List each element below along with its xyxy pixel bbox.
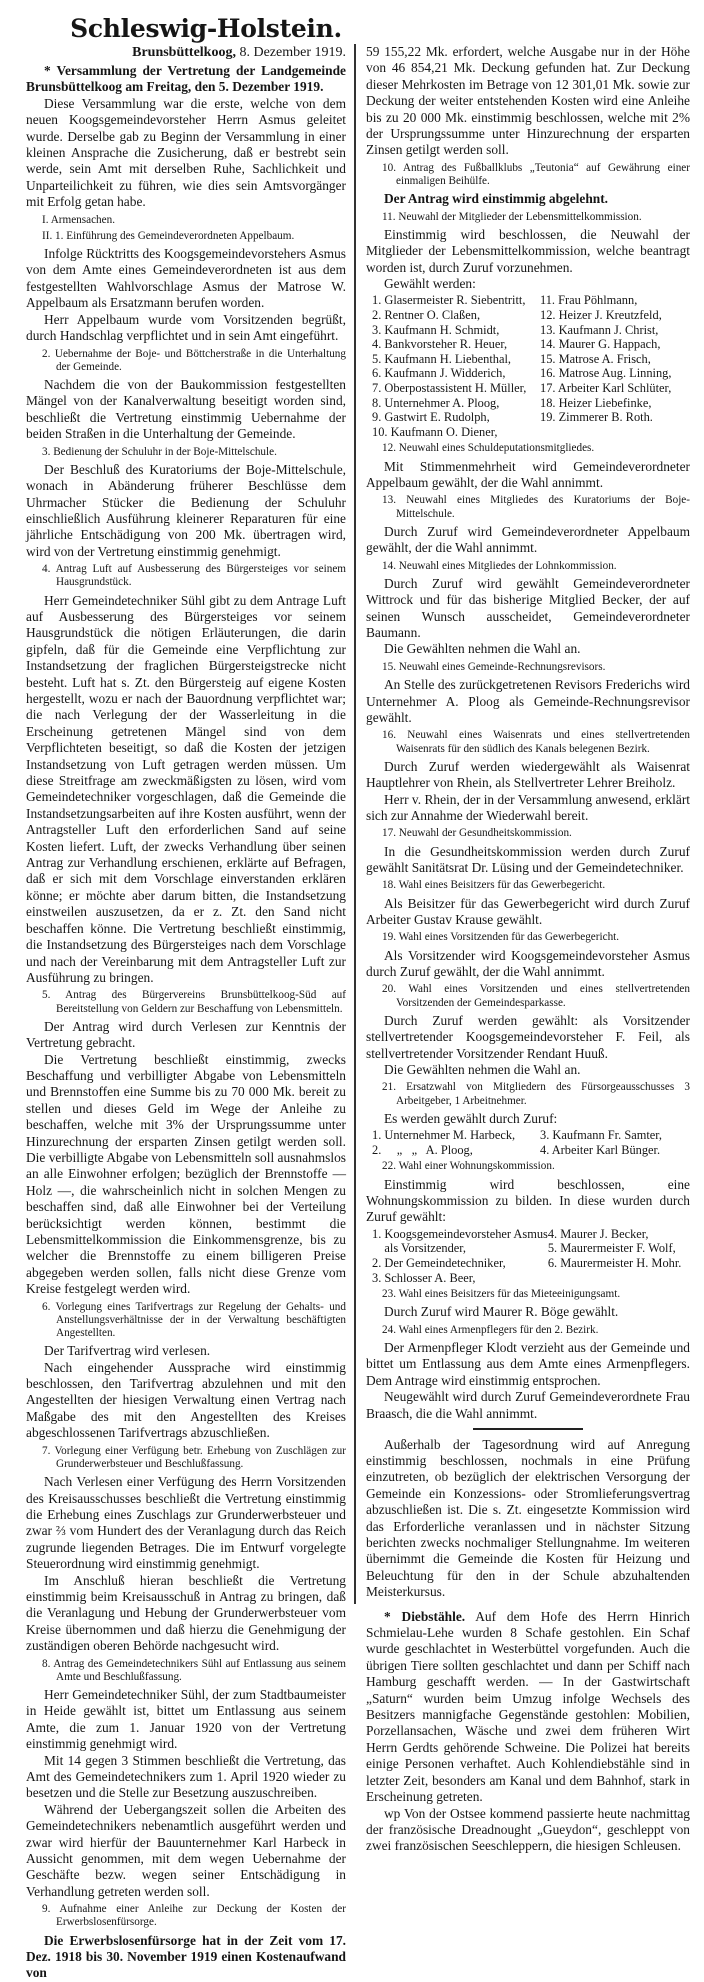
name-list-entry: 6. Maurermeister H. Mohr. xyxy=(547,1256,682,1271)
name-list-entry: 19. Zimmerer B. Roth. xyxy=(540,410,653,425)
agenda-item: 11. Neuwahl der Mitglieder der Lebensmittelkommission. xyxy=(382,210,642,223)
name-list-entry: 4. Maurer J. Becker, xyxy=(547,1226,649,1241)
paragraph-text: Neugewählt wird durch Zuruf Gemeindeverordnete Frau Braasch, die die Wahl annimmt. xyxy=(366,1389,690,1421)
paragraph-text: Durch Zuruf wird Maurer R. Böge gewählt. xyxy=(384,1304,619,1320)
paragraph xyxy=(26,1343,346,1359)
name-list-entry: 13. Kaufmann J. Christ, xyxy=(540,322,659,337)
paragraph xyxy=(26,1802,346,1900)
name-list-entry: 3. Kaufmann H. Schmidt, xyxy=(372,322,500,337)
agenda-item: 20. Wahl eines Vorsitzenden und eines stellvertretenden Vorsitzenden der Gemeindesparkasse. xyxy=(382,983,690,1009)
name-list-entry: 12. Heizer J. Kreutzfeld, xyxy=(540,308,662,323)
paragraph xyxy=(26,246,346,312)
paragraph xyxy=(26,312,346,345)
paragraph-text: Im Anschluß hieran beschließt die Vertretung einstimmig beim Kreisausschuß in Antrag zu bringen, daß die Veranlagung und Hebung der Grunderwerbsteuer vom Kreise übernommen und daß hierzu die Genehmigung der zuständigen oberen Behörde nachgesucht wird. xyxy=(26,1572,346,1654)
paragraph-text: Infolge Rücktritts des Koogsgemeindevorstehers Asmus von dem Amte eines Gemeindeverordneten ist aus dem festgestellten Wahlvorschlage Asmus der Matrose W. Appelbaum als Ersatzmann berufen worden. xyxy=(26,246,346,311)
dateline-date: 8. Dezember 1919. xyxy=(239,45,346,60)
name-list-entry: 9. Gastwirt E. Rudolph, xyxy=(372,410,490,425)
paragraph-text: Der Armenpfleger Klodt verzieht aus der Gemeinde und bittet um Entlassung aus dem Amte eines Armenpflegers. Dem Antrage wird einstimmig entsprochen. xyxy=(366,1340,690,1388)
paragraph-text: Herr v. Rhein, der in der Versammlung anwesend, erklärt sich zur Annahme der Wiederwahl bereit. xyxy=(366,791,690,823)
paragraph-text: 59 155,22 Mk. erfordert, welche Ausgabe nur in der Höhe von 46 854,21 Mk. Deckung gefunden hat. Zur Deckung dieser Mehrkosten im Betrage von 12 301,01 Mk. sowie zur Deckung der weiter entstehenden Kosten wird eine Anleihe bis zu 20 000 Mk. einstimmig beschlossen, welche mit 2% der Ursprungssumme unter Hinzurechnung der ersparten Zinsen getilgt werden soll. xyxy=(366,44,690,158)
paragraph-text: Nach Verlesen einer Verfügung des Herrn Vorsitzenden des Kreisausschusses beschließt die Vertretung einstimmig die Erhebung eines Zuschlags zur Grunderwerbsteuer und zwar ⅔ vom Hundert des der Veranlagung durch das Reich zugrunde liegenden Betrages. Die im Entwurf vorgelegte Steuerordnung wird einstimmig genehmigt. xyxy=(26,1474,346,1572)
paragraph xyxy=(366,227,690,276)
paragraph xyxy=(366,524,690,557)
agenda-item: 18. Wahl eines Beisitzers für das Gewerbegericht. xyxy=(382,879,606,892)
paragraph-text: Der Tarifvertrag wird verlesen. xyxy=(44,1343,211,1359)
left-article-body xyxy=(26,63,346,1982)
paragraph-text: Diese Versammlung war die erste, welche von dem neuen Koogsgemeindevorsteher Herrn Asmus geleitet wurde. Derselbe gab zu Beginn der Versammlung in einer kleinen Ansprache die Zusicherung, daß er bestrebt sein werde, sein Amt mit derselben Ruhe, Sachlichkeit und Unparteilichkeit zu führen, wie dies sein Amtsvorgänger mit Erfolg getan habe. xyxy=(26,95,346,210)
agenda-item: 13. Neuwahl eines Mitgliedes des Kuratoriums der Boje-Mittelschule. xyxy=(382,494,690,520)
name-list-entry: 5. Kaufmann H. Liebenthal, xyxy=(372,351,512,366)
name-list-entry: 10. Kaufmann O. Diener, xyxy=(372,424,498,439)
paragraph-text: Durch Zuruf werden gewählt: als Vorsitzender stellvertretender Koogsgemeindevorsteher F. Feil, als stellvertretender Vorsitzender Rendant Huuß. xyxy=(366,1012,690,1061)
paragraph xyxy=(26,1573,346,1655)
name-list-entry: 2. „ „ A. Ploog, xyxy=(372,1142,473,1157)
name-list-entry: 18. Heizer Liebefinke, xyxy=(540,395,652,410)
name-list-column xyxy=(540,1128,690,1157)
paragraph xyxy=(26,462,346,560)
paragraph-text: Die Gewählten nehmen die Wahl an. xyxy=(384,641,581,657)
agenda-item: 7. Vorlegung einer Verfügung betr. Erhebung von Zuschlägen zur Grunderwerbsteuer und Beschlußfassung. xyxy=(42,1444,346,1470)
paragraph xyxy=(366,276,690,292)
paragraph-text: An Stelle des zurückgetretenen Revisors Frederichs wird Unternehmer A. Ploog als Gemeinde-Rechnungsrevisor gewählt. xyxy=(366,677,690,725)
section-spacer xyxy=(366,1601,690,1609)
paragraph xyxy=(366,792,690,825)
agenda-item: 23. Wahl eines Beisitzers für das Mieteeinigungsamt. xyxy=(382,1288,621,1301)
agenda-item: 19. Wahl eines Vorsitzenden für das Gewerbegericht. xyxy=(382,931,620,944)
dateline-place: Brunsbüttelkoog, xyxy=(132,45,236,60)
paragraph xyxy=(366,896,690,929)
name-list-entry: 2. Rentner O. Claßen, xyxy=(372,308,481,323)
paragraph xyxy=(366,1389,690,1422)
name-list-entry: 8. Unternehmer A. Ploog, xyxy=(372,395,500,410)
agenda-item: 9. Aufnahme einer Anleihe zur Deckung der Kosten der Erwerbslosenfürsorge. xyxy=(42,1903,346,1929)
paragraph-text: Nachdem die von der Baukommission festgestellten Mängel von der Kanalverwaltung beseitigt worden sind, beschließt die Vertretung einstimmig Uebernahme der beiden Straßen in die Unterhaltung der Gemeinde. xyxy=(26,376,346,442)
paragraph xyxy=(366,641,690,657)
agenda-item: 4. Antrag Luft auf Ausbesserung des Bürgersteiges vor seinem Hausgrundstück. xyxy=(42,563,346,589)
paragraph-text: Nach eingehender Aussprache wird einstimmig beschlossen, den Tarifvertrag abzulehnen und mit den Angestellten der hiesigen Verwaltung einen Vertrag nach Maßgabe des mit den Angestellten des Kreises abgeschlossenen Tarifvertrags abzuschließen. xyxy=(26,1359,346,1441)
paragraph-text: Herr Gemeindetechniker Sühl gibt zu dem Antrage Luft auf Ausbesserung des Bürgersteiges vor seinem Hausgrundstück die nötigen Erläuterungen, die darin gipfeln, daß für die Gemeinde eine Verpflichtung zur Instandsetzung der fraglichen Bürgersteigstrecke nicht besteht. Luft hat s. Zt. den Bürgersteig auf eigene Kosten hergestellt, wozu er nach der Bauordnung verpflichtet war; die nach Verlegung der der Wasserleitung in die Erscheinung getretenen Mängel sind von dem Verpflichteten beseitigt, so daß die Kosten der jetzigen Instandsetzung von Luft getragen werden müssen. Um diese Streitfrage am zweckmäßigsten zu lösen, wird vom Gemeindetechniker vorgeschlagen, daß die Gemeinde die Instandsetzungsarbeiten auf ihre Kosten ausführt, wenn der Antragsteller Luft den erforderlichen Sand auf seine Kosten liefert. Luft, der zwecks Verhandlung über seinen Antrag zur Verhandlung erschienen, erklärte auf Befragen, daß er sich mit dem Vorschlage einverstanden erklären könne; er möchte aber darum bitten, die Instandsetzung einstweilen auszusetzen, da er z. Zt. den Sand nicht beschaffen könne. Die Vertretung beschließt einstimmig, die Instandsetzung des Bürgersteiges nach dem Vorschlage und nach der Vereinbarung mit dem Antragsteller Luft zur Ausführung zu bringen. xyxy=(26,592,346,985)
paragraph xyxy=(366,191,690,207)
paragraph xyxy=(366,1062,690,1078)
paragraph-text: Mit 14 gegen 3 Stimmen beschließt die Vertretung, das Amt des Gemeindetechnikers zum 1. April 1920 wieder zu besetzen und die Stelle zur Besetzung auszuschreiben. xyxy=(26,1752,346,1801)
paragraph xyxy=(366,1609,690,1806)
paragraph xyxy=(366,1013,690,1062)
paragraph xyxy=(26,593,346,987)
paragraph xyxy=(366,759,690,792)
agenda-item: 22. Wahl einer Wohnungskommission. xyxy=(382,1160,555,1173)
name-list-entry: 1. Koogsgemeindevorsteher Asmus xyxy=(372,1226,548,1241)
paragraph xyxy=(366,459,690,492)
right-column xyxy=(366,44,690,1855)
name-list-entry: 1. Unternehmer M. Harbeck, xyxy=(372,1128,516,1143)
name-list-entry: 15. Matrose A. Frisch, xyxy=(540,351,651,366)
paragraph-text: Einstimmig wird beschlossen, eine Wohnungskommission zu bilden. In diese wurden durch Zuruf gewählt: xyxy=(366,1176,690,1225)
paragraph xyxy=(26,1933,346,1982)
paragraph-text: Die Erwerbslosenfürsorge hat in der Zeit vom 17. Dez. 1918 bis 30. November 1919 einen Kostenaufwand von xyxy=(26,1932,346,1981)
name-list-entry: 2. Der Gemeindetechniker, xyxy=(372,1256,506,1271)
name-list-entry: 3. Kaufmann Fr. Samter, xyxy=(540,1128,663,1143)
left-column xyxy=(26,0,346,1982)
agenda-item: 15. Neuwahl eines Gemeinde-Rechnungsrevisors. xyxy=(382,660,606,673)
agenda-item: 17. Neuwahl der Gesundheitskommission. xyxy=(382,827,572,840)
paragraph xyxy=(366,844,690,877)
paragraph-text: Einstimmig wird beschlossen, die Neuwahl der Mitglieder der Lebensmittelkommission, welche beantragt worden ist, durch Zuruf vorzunehmen. xyxy=(366,226,690,275)
name-list xyxy=(372,293,690,439)
name-list-entry: 4. Bankvorsteher R. Heuer, xyxy=(372,337,508,352)
name-list-column xyxy=(372,293,540,439)
paragraph-text: Der Antrag wird durch Verlesen zur Kenntnis der Vertretung gebracht. xyxy=(26,1018,346,1051)
name-list-column xyxy=(372,1128,540,1157)
paragraph-text: Als Beisitzer für das Gewerbegericht wird durch Zuruf Arbeiter Gustav Krause gewählt. xyxy=(366,895,690,927)
name-list-entry: 5. Maurermeister F. Wolf, xyxy=(547,1241,676,1256)
paragraph xyxy=(366,1111,690,1127)
agenda-item: 6. Vorlegung eines Tarifvertrags zur Regelung der Gehalts- und Anstellungsverhältnisse der in der Verwaltung beschäftigten Angestellten. xyxy=(42,1300,346,1340)
paragraph-text: Gewählt werden: xyxy=(384,276,476,292)
paragraph xyxy=(26,1360,346,1442)
name-list-column xyxy=(372,1227,548,1285)
paragraph-text: Die Gewählten nehmen die Wahl an. xyxy=(384,1062,581,1078)
dateline xyxy=(26,45,346,61)
paragraph xyxy=(26,1687,346,1753)
paragraph-text: Als Vorsitzender wird Koogsgemeindevorsteher Asmus durch Zuruf gewählt, der die Wahl annimmt. xyxy=(366,947,690,979)
name-list-entry: 3. Schlosser A. Beer, xyxy=(372,1270,476,1285)
section-rule xyxy=(473,1428,583,1430)
agenda-item: 2. Uebernahme der Boje- und Böttcherstraße in die Unterhaltung der Gemeinde. xyxy=(42,347,346,373)
paragraph-text: Mit Stimmenmehrheit wird Gemeindeverordneter Appelbaum gewählt, der die Wahl annimmt. xyxy=(366,458,690,491)
paragraph xyxy=(366,1304,690,1320)
paragraph xyxy=(366,1806,690,1855)
name-list-entry: 6. Kaufmann J. Widderich, xyxy=(372,366,506,381)
paragraph xyxy=(26,377,346,443)
paragraph-text: Herr Appelbaum wurde vom Vorsitzenden begrüßt, durch Handschlag verpflichtet und in sein Amt eingeführt. xyxy=(26,311,346,344)
section-title: Schleswig-Holstein. xyxy=(70,14,342,43)
paragraph xyxy=(366,948,690,981)
agenda-item: 5. Antrag des Bürgervereins Brunsbüttelkoog-Süd auf Bereitstellung von Geldern zur Beschaffung von Lebensmitteln. xyxy=(42,989,346,1015)
agenda-item: 8. Antrag des Gemeindetechnikers Sühl auf Entlassung aus seinem Amte und Beschlußfassung. xyxy=(42,1657,346,1683)
name-list-entry: 17. Arbeiter Karl Schlüter, xyxy=(540,381,672,396)
paragraph xyxy=(26,96,346,211)
paragraph xyxy=(26,1753,346,1802)
paragraph xyxy=(366,1437,690,1601)
paragraph-text: * Versammlung der Vertretung der Landgemeinde Brunsbüttelkoog am Freitag, den 5. Dezember 1919. xyxy=(26,63,346,95)
name-list-entry: 7. Oberpostassistent H. Müller, xyxy=(372,381,527,396)
name-list-entry: 4. Arbeiter Karl Bünger. xyxy=(540,1142,661,1157)
paragraph-text: In die Gesundheitskommission werden durch Zuruf gewählt Sanitätsrat Dr. Lüsing und der Gemeindetechniker. xyxy=(366,843,690,875)
paragraph-text: Die Vertretung beschließt einstimmig, zwecks Beschaffung und verbilligter Abgabe von Lebensmitteln und Brennstoffen eine Summe bis zu 70 000 Mk. bereit zu stellen und dieses Geld im Wege der Anleihe zu beschaffen, welche mit 3% der Ursprungssumme unter Hinzurechnung der ersparten Zinsen getilgt werden soll. Die verbilligte Abgabe von Lebensmitteln soll ausnahmslos an alle Einwohner erfolgen; bezüglich der Brennstoffe — Holz —, die wahrscheinlich nicht in solchen Mengen zu beschaffen sind, daß alle Einwohner bei der Verteilung berücksichtigt werden können, bestimmt die Lebensmittelkommission die Einkommensgrenze, bis zu welcher die Brennstoffe zu einem billigeren Preise abgegeben werden sollen, falls nicht diese Grenze vom Kreise festgelegt werden wird. xyxy=(26,1051,346,1297)
agenda-item: 21. Ersatzwahl von Mitgliedern des Fürsorgeausschusses 3 Arbeitgeber, 1 Arbeitnehmer. xyxy=(382,1081,690,1107)
paragraph-text: wp Von der Ostsee kommend passierte heute nachmittag der französische Dreadnought „Gueydon“, geschleppt von zwei französischen Seeschleppern, die hiesigen Schleusen. xyxy=(366,1805,690,1854)
paragraph xyxy=(26,1019,346,1052)
name-list-column xyxy=(548,1227,690,1285)
paragraph xyxy=(26,63,346,96)
column-divider xyxy=(354,44,356,1604)
agenda-item: 14. Neuwahl eines Mitgliedes der Lohnkommission. xyxy=(382,559,617,572)
name-list-entry: 11. Frau Pöhlmann, xyxy=(540,293,638,308)
paragraph-text: Der Beschluß des Kuratoriums der Boje-Mittelschule, wonach in Abänderung früherer Beschlüsse dem Uhrmacher Stücker die Bedienung der Schuluhr einschließlich Ausführung kleinerer Reparaturen für eine jährliche Entschädigung von 200 Mk. übertragen wird, wird von der Vertretung einstimmig genehmigt. xyxy=(26,461,346,559)
right-article-body xyxy=(366,44,690,1855)
name-list-entry: 14. Maurer G. Happach, xyxy=(540,337,661,352)
paragraph-text: Es werden gewählt durch Zuruf: xyxy=(384,1110,558,1126)
paragraph-text: Durch Zuruf werden wiedergewählt als Waisenrat Hauptlehrer von Rhein, als Stellvertreter Lehrer Breiholz. xyxy=(366,758,690,791)
paragraph-text: Durch Zuruf wird Gemeindeverordneter Appelbaum gewählt, der die Wahl annimmt. xyxy=(366,523,690,556)
paragraph-text: Herr Gemeindetechniker Sühl, der zum Stadtbaumeister in Heide gewählt ist, bittet um Entlassung aus seinem Amte, die zum 1. Januar 1920 von der Vertretung einstimmig genehmigt wird. xyxy=(26,1686,346,1752)
paragraph xyxy=(366,1340,690,1389)
paragraph xyxy=(366,576,690,642)
agenda-item: 24. Wahl eines Armenpflegers für den 2. Bezirk. xyxy=(382,1323,599,1336)
paragraph-text: Auf dem Hofe des Herrn Hinrich Schmielau-Lehe wurden 8 Schafe gestohlen. Ein Schaf wurde geschlachtet in Westerbüttel vorgefunden. Auch die übrigen Tiere sollten geschlachtet und dann per Schiff nach Hamburg geschafft werden. — In der Gastwirtschaft „Saturn“ wurden beim Umzug infolge Wechsels des Besitzers mannigfache Gegenstände gestohlen: Mobilien, Porzellansachen, Wäsche und zwei dem früheren Wirt Herrn Gerdts gehörende Schweine. Die Polizei hat bereits einige Personen verhaftet. Auch Kohlendiebstähle sind in letzter Zeit, besonders am Kanal und dem Bahnhof, stark in Erscheinung getreten. xyxy=(366,1608,690,1805)
name-list-entry: 16. Matrose Aug. Linning, xyxy=(540,366,672,381)
agenda-item: I. Armensachen. xyxy=(42,213,116,226)
name-list xyxy=(372,1227,690,1285)
name-list-column xyxy=(540,293,690,439)
paragraph-text: Außerhalb der Tagesordnung wird auf Anregung einstimmig beschlossen, nochmals in eine Prüfung einzutreten, ob bezüglich der elektrischen Versorgung der Gemeinde ein Konzessions- oder Stromlieferungsvertrag abzuschließen ist. Die s. Zt. eingesetzte Kommission wird das Erforderliche veranlassen und in nächster Sitzung berichten zwecks nochmaliger Stellungnahme. Im weiteren übernimmt die Gemeinde die Kosten für Heizung und Beleuchtung für den in der Schule abzuhaltenden Meisterkursus. xyxy=(366,1436,690,1600)
agenda-item: 10. Antrag des Fußballklubs „Teutonia“ auf Gewährung einer einmaligen Beihülfe. xyxy=(382,161,690,188)
paragraph xyxy=(366,1177,690,1226)
agenda-item: II. 1. Einführung des Gemeindeverordneten Appelbaum. xyxy=(42,229,295,242)
paragraph xyxy=(26,1474,346,1572)
agenda-item: 3. Bedienung der Schuluhr in der Boje-Mittelschule. xyxy=(42,445,277,458)
paragraph-text: Während der Uebergangszeit sollen die Arbeiten des Gemeindetechnikers nebenamtlich ausgeführt werden und zwar wird hierfür der Bauunternehmer Karl Harbeck in Aussicht genommen, mit dem wegen Uebernahme der Geschäfte bezw. wegen seiner Entschädigung in Verhandlung getreten werden soll. xyxy=(26,1801,346,1899)
paragraph xyxy=(366,677,690,726)
agenda-item: 16. Neuwahl eines Waisenrats und eines stellvertretenden Waisenrats für den südlich des Kanals belegenen Bezirk. xyxy=(382,729,690,755)
paragraph-text: Durch Zuruf wird gewählt Gemeindeverordneter Wittrock und für das bisherige Mitglied Becker, der auf seinen Wunsch ausscheidet, Gemeindeverordneter Baumann. xyxy=(366,575,690,641)
paragraph-lead: * Diebstähle. xyxy=(384,1608,466,1624)
name-list-entry: 1. Glasermeister R. Siebentritt, xyxy=(372,293,526,308)
agenda-item: 12. Neuwahl eines Schuldeputationsmitgliedes. xyxy=(382,442,595,455)
paragraph xyxy=(26,1052,346,1298)
name-list xyxy=(372,1128,690,1157)
paragraph xyxy=(366,44,690,159)
name-list-entry: als Vorsitzender, xyxy=(372,1241,467,1256)
paragraph-text: Der Antrag wird einstimmig abgelehnt. xyxy=(384,191,609,207)
